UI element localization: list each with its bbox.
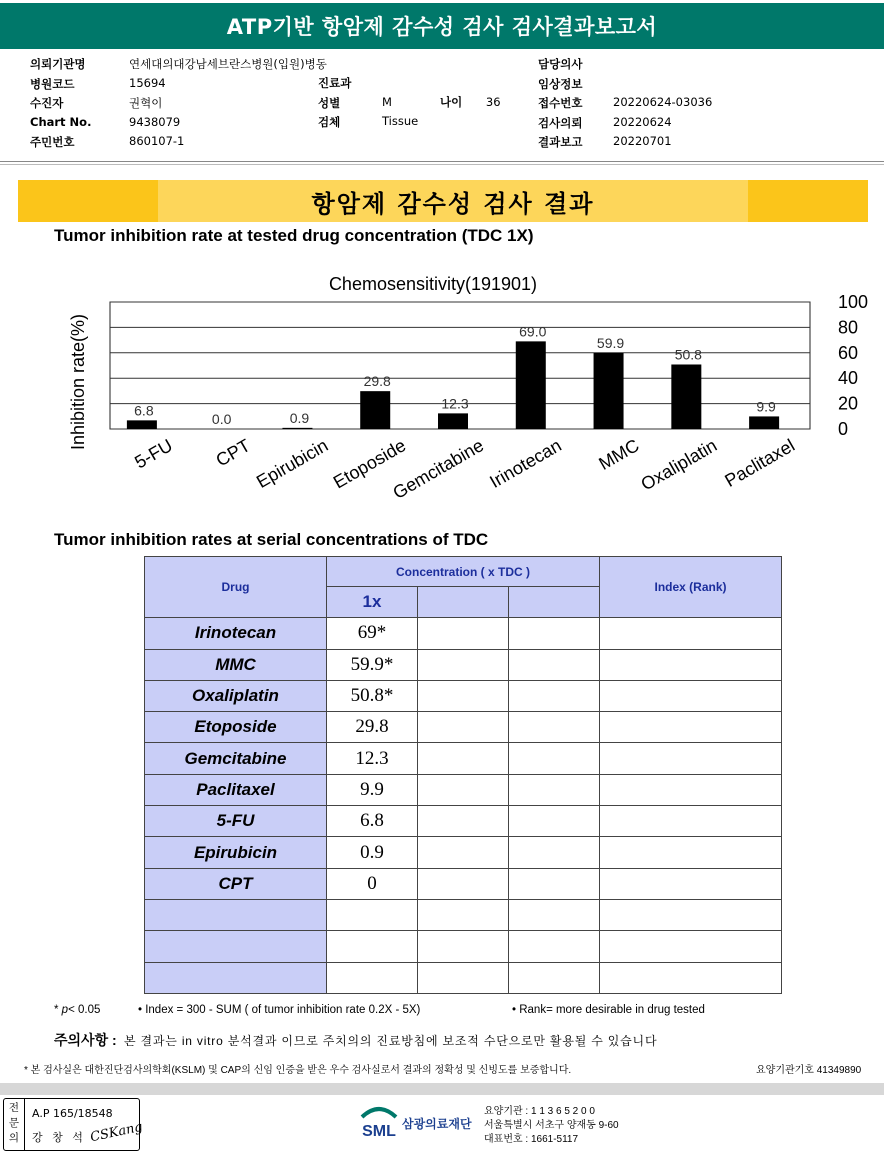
rate-1x-cell: 29.8 xyxy=(327,712,418,743)
logo-text: SML xyxy=(362,1123,396,1140)
heading-serial: Tumor inhibition rates at serial concentrations of TDC xyxy=(54,530,489,549)
empty-cell xyxy=(418,868,509,899)
caution xyxy=(54,1030,657,1050)
rate-1x-cell: 59.9* xyxy=(327,649,418,680)
bar-paclitaxel xyxy=(749,416,779,429)
y-tick-label: 60 xyxy=(838,342,859,363)
drug-cell: Epirubicin xyxy=(145,837,327,868)
info-row xyxy=(30,134,327,154)
empty-cell xyxy=(418,931,509,962)
index-cell xyxy=(600,837,782,868)
drug-cell: Irinotecan xyxy=(145,618,327,649)
info-value: 20220701 xyxy=(613,134,672,148)
stamp-license: A.P 165/18548 xyxy=(32,1107,113,1120)
table-row xyxy=(145,899,782,930)
age-label: 나이 xyxy=(440,95,463,109)
stamp-signature: CSKang xyxy=(89,1119,144,1146)
drug-cell: Oxaliplatin xyxy=(145,680,327,711)
table-row xyxy=(145,618,782,649)
x-tick-label: Oxaliplatin xyxy=(637,435,721,495)
address-line-1: 요양기관 : 1 1 3 6 5 2 0 0 xyxy=(484,1106,595,1117)
results-table xyxy=(144,556,782,994)
col-blank-header xyxy=(509,587,600,618)
footer-divider xyxy=(0,1083,884,1095)
y-tick-label: 80 xyxy=(838,317,859,338)
address-block xyxy=(484,1105,619,1147)
empty-cell xyxy=(509,806,600,837)
info-label: 검체 xyxy=(318,115,341,129)
empty-cell xyxy=(509,868,600,899)
empty-cell xyxy=(509,837,600,868)
info-label: 검사의뢰 xyxy=(538,115,583,130)
bar-value-label: 12.3 xyxy=(441,395,469,412)
drug-cell xyxy=(145,931,327,962)
x-tick-label: 5-FU xyxy=(131,435,176,473)
empty-cell xyxy=(418,712,509,743)
drug-cell: Etoposide xyxy=(145,712,327,743)
info-row xyxy=(538,76,712,96)
drug-cell: CPT xyxy=(145,868,327,899)
info-label: 주민번호 xyxy=(30,135,75,149)
x-tick-label: Etoposide xyxy=(329,435,410,493)
rate-1x-cell xyxy=(327,899,418,930)
table-row xyxy=(145,712,782,743)
info-row xyxy=(538,56,712,76)
col-index-header: Index (Rank) xyxy=(600,557,782,618)
col-blank-header xyxy=(418,587,509,618)
info-label: 병원코드 xyxy=(30,76,75,91)
caution-text: 본 결과는 in vitro 분석결과 이므로 주치의의 진료방침에 보조적 수단으로만 활용될 수 있습니다 xyxy=(124,1034,658,1048)
stamp-side: 전문의 xyxy=(8,1102,20,1144)
info-value: 860107-1 xyxy=(129,134,185,148)
info-row xyxy=(30,115,327,135)
rate-1x-cell: 50.8* xyxy=(327,680,418,711)
empty-cell xyxy=(418,774,509,805)
address-line-3: 대표번호 : 1661-5117 xyxy=(484,1134,579,1145)
bar-5-fu xyxy=(127,420,157,429)
section-banner xyxy=(18,180,868,222)
col-conc-header: Concentration ( x TDC ) xyxy=(327,557,600,587)
report-title: ATP기반 항암제 감수성 검사 검사결과보고서 xyxy=(0,3,884,49)
info-row xyxy=(318,75,418,95)
info-value: M xyxy=(382,94,392,109)
rank-note: • Rank= more desirable in drug tested xyxy=(512,1004,705,1016)
info-value: 20220624 xyxy=(613,114,672,129)
info-label: 진료과 xyxy=(318,76,352,90)
index-cell xyxy=(600,743,782,774)
x-tick-label: Paclitaxel xyxy=(721,435,799,491)
x-tick-label: CPT xyxy=(212,435,254,471)
empty-cell xyxy=(509,649,600,680)
patient-info-mid xyxy=(318,75,418,134)
p-label: p xyxy=(61,1004,69,1016)
info-row xyxy=(538,134,712,154)
rate-1x-cell xyxy=(327,962,418,993)
rate-1x-cell: 6.8 xyxy=(327,806,418,837)
bar-oxaliplatin xyxy=(671,364,701,429)
p-value-note: * p< 0.05 xyxy=(54,1004,101,1016)
info-row xyxy=(30,95,327,115)
patient-age xyxy=(440,94,501,110)
sml-logo-icon xyxy=(356,1103,402,1143)
bar-value-label: 59.9 xyxy=(596,334,625,351)
x-tick-label: Gemcitabine xyxy=(389,435,487,503)
drug-cell: MMC xyxy=(145,649,327,680)
info-row xyxy=(30,56,327,76)
info-label: 수진자 xyxy=(30,96,64,110)
index-formula: • Index = 300 - SUM ( of tumor inhibition rate 0.2X - 5X) xyxy=(138,1004,421,1016)
patient-info-right xyxy=(538,56,712,154)
logo-name: 삼광의료재단 xyxy=(402,1116,472,1131)
index-cell xyxy=(600,649,782,680)
stamp-divider xyxy=(24,1099,25,1150)
drug-cell: Paclitaxel xyxy=(145,774,327,805)
info-value: 권혁이 xyxy=(129,96,163,110)
x-tick-label: Epirubicin xyxy=(252,435,332,492)
chemosensitivity-chart xyxy=(0,262,884,542)
info-row xyxy=(318,95,418,115)
empty-cell xyxy=(418,618,509,649)
header-divider xyxy=(0,161,884,165)
bar-irinotecan xyxy=(516,341,546,429)
certification-note: * 본 검사실은 대한진단검사의학회(KSLM) 및 CAP의 신임 인증을 받은 우수 검사실로서 결과의 정확성 및 신빙도를 보증합니다. xyxy=(24,1065,572,1076)
bar-epirubicin xyxy=(282,428,312,429)
rate-1x-cell: 12.3 xyxy=(327,743,418,774)
empty-cell xyxy=(418,837,509,868)
info-label: 담당의사 xyxy=(538,57,583,71)
info-label: 성별 xyxy=(318,95,341,110)
bar-value-label: 69.0 xyxy=(519,323,547,340)
rate-1x-cell: 0.9 xyxy=(327,837,418,868)
empty-cell xyxy=(509,774,600,805)
empty-cell xyxy=(509,743,600,774)
bar-etoposide xyxy=(360,391,390,429)
info-value: Tissue xyxy=(382,114,419,128)
table-row xyxy=(145,774,782,805)
drug-cell xyxy=(145,962,327,993)
age-value: 36 xyxy=(485,95,501,109)
table-row xyxy=(145,743,782,774)
table-row xyxy=(145,837,782,868)
y-tick-label: 100 xyxy=(838,292,869,312)
empty-cell xyxy=(418,899,509,930)
col-1x-header: 1x xyxy=(327,587,418,618)
bar-value-label: 0.9 xyxy=(289,409,310,426)
rate-1x-cell: 69* xyxy=(327,618,418,649)
empty-cell xyxy=(418,743,509,774)
index-cell xyxy=(600,712,782,743)
info-label: 접수번호 xyxy=(538,96,583,110)
info-row xyxy=(538,95,712,115)
empty-cell xyxy=(418,806,509,837)
empty-cell xyxy=(509,680,600,711)
bar-mmc xyxy=(594,353,624,429)
index-cell xyxy=(600,680,782,711)
table-row xyxy=(145,649,782,680)
info-label: 임상정보 xyxy=(538,76,583,91)
bar-gemcitabine xyxy=(438,413,468,429)
bar-value-label: 29.8 xyxy=(363,373,391,390)
info-label: 의뢰기관명 xyxy=(30,57,86,71)
pathologist-stamp xyxy=(3,1098,144,1151)
info-label: 결과보고 xyxy=(538,135,583,149)
y-tick-label: 40 xyxy=(838,368,859,389)
p-rest: < 0.05 xyxy=(68,1004,101,1016)
drug-cell: 5-FU xyxy=(145,806,327,837)
patient-info-left xyxy=(30,56,327,154)
org-code: 요양기관기호 41349890 xyxy=(756,1065,862,1076)
empty-cell xyxy=(509,899,600,930)
index-cell xyxy=(600,899,782,930)
y-axis-label: Inhibition rate(%) xyxy=(68,313,88,451)
drug-cell xyxy=(145,899,327,930)
table-row xyxy=(145,806,782,837)
table-row xyxy=(145,680,782,711)
y-tick-label: 0 xyxy=(838,419,849,439)
index-cell xyxy=(600,962,782,993)
col-drug-header: Drug xyxy=(145,557,327,618)
info-value: 연세대의대강남세브란스병원(입원)병동 xyxy=(129,57,327,71)
chart-title: Chemosensitivity(191901) xyxy=(328,274,538,294)
empty-cell xyxy=(418,649,509,680)
info-row xyxy=(538,115,712,135)
rate-1x-cell xyxy=(327,931,418,962)
x-tick-label: MMC xyxy=(595,435,643,474)
section-title: 항암제 감수성 검사 결과 xyxy=(158,180,748,222)
empty-cell xyxy=(509,962,600,993)
info-row xyxy=(30,76,327,96)
bar-value-label: 0.0 xyxy=(211,411,232,427)
rate-1x-cell: 0 xyxy=(327,868,418,899)
table-row xyxy=(145,868,782,899)
drug-cell: Gemcitabine xyxy=(145,743,327,774)
bar-value-label: 50.8 xyxy=(674,346,702,363)
sml-logo xyxy=(356,1103,472,1143)
empty-cell xyxy=(418,680,509,711)
index-cell xyxy=(600,618,782,649)
empty-cell xyxy=(418,962,509,993)
empty-cell xyxy=(509,618,600,649)
table-row xyxy=(145,931,782,962)
info-row xyxy=(318,114,418,134)
empty-cell xyxy=(509,931,600,962)
info-value: 15694 xyxy=(129,75,166,90)
heading-tdc: Tumor inhibition rate at tested drug concentration (TDC 1X) xyxy=(54,226,534,245)
y-tick-label: 20 xyxy=(838,393,859,414)
index-cell xyxy=(600,868,782,899)
x-tick-label: Irinotecan xyxy=(486,435,565,492)
stamp-name: 강 창 석 xyxy=(32,1131,86,1144)
caution-label: 주의사항 : xyxy=(54,1032,117,1048)
index-cell xyxy=(600,931,782,962)
info-label: Chart No. xyxy=(30,114,92,129)
info-value: 9438079 xyxy=(129,114,181,129)
bar-value-label: 9.9 xyxy=(756,398,776,415)
address-line-2: 서울특별시 서초구 양재동 9-60 xyxy=(484,1120,619,1131)
table-row xyxy=(145,962,782,993)
bar-value-label: 6.8 xyxy=(134,402,154,419)
index-cell xyxy=(600,774,782,805)
info-value: 20220624-03036 xyxy=(613,95,713,109)
rate-1x-cell: 9.9 xyxy=(327,774,418,805)
empty-cell xyxy=(509,712,600,743)
index-cell xyxy=(600,806,782,837)
